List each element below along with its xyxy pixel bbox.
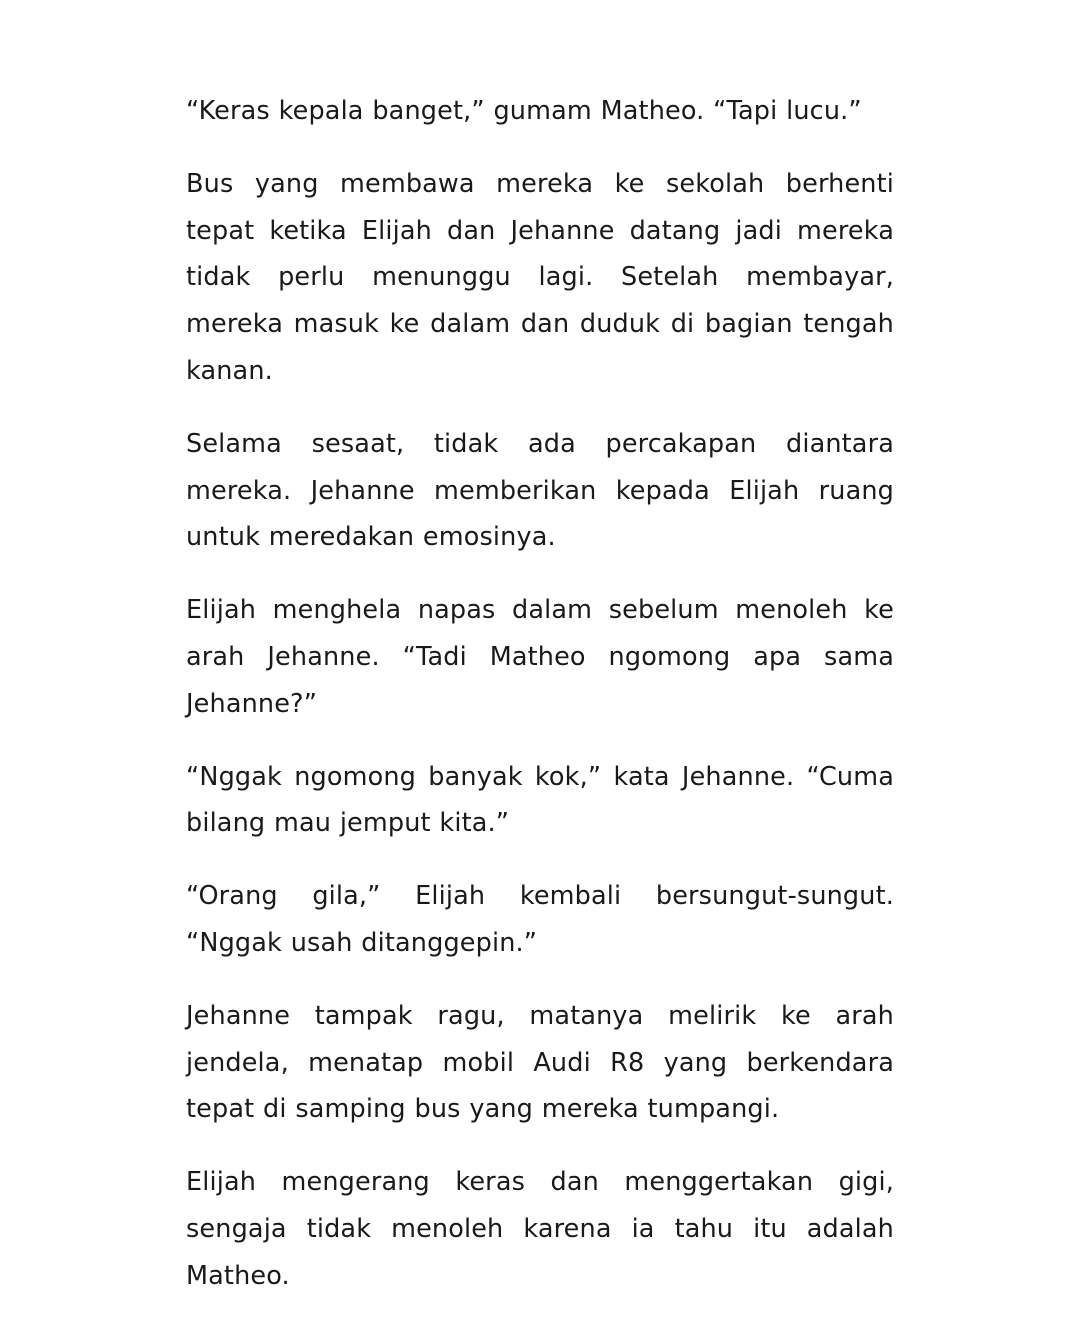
paragraph-6: “Orang gila,” Elijah kembali bersungut-sungut. “Nggak usah ditanggepin.” xyxy=(186,881,894,958)
paragraph-1: “Keras kepala banget,” gumam Matheo. “Tapi lucu.” xyxy=(186,96,862,126)
paragraph-5: “Nggak ngomong banyak kok,” kata Jehanne. “Cuma bilang mau jemput kita.” xyxy=(186,761,894,839)
paragraph-7: Jehanne tampak ragu, matanya melirik ke arah jendela, menatap mobil Audi R8 yang berkendara tepat di samping bus yang mereka tumpangi. xyxy=(186,1000,894,1125)
paragraph-8: Elijah mengerang keras dan menggertakan gigi, sengaja tidak menoleh karena ia tahu itu adalah Matheo. xyxy=(186,1167,894,1291)
paragraph-4: Elijah menghela napas dalam sebelum menoleh ke arah Jehanne. “Tadi Matheo ngomong apa sama Jehanne?” xyxy=(186,595,894,719)
paragraph-3: Selama sesaat, tidak ada percakapan diantara mereka. Jehanne memberikan kepada Elijah ruang untuk meredakan emosinya. xyxy=(186,428,894,553)
paragraph-2: Bus yang membawa mereka ke sekolah berhenti tepat ketika Elijah dan Jehanne datang jadi mereka tidak perlu menunggu lagi. Setelah membayar, mereka masuk ke dalam dan duduk di bagian tengah kanan. xyxy=(186,168,894,386)
document-page xyxy=(186,88,894,1326)
